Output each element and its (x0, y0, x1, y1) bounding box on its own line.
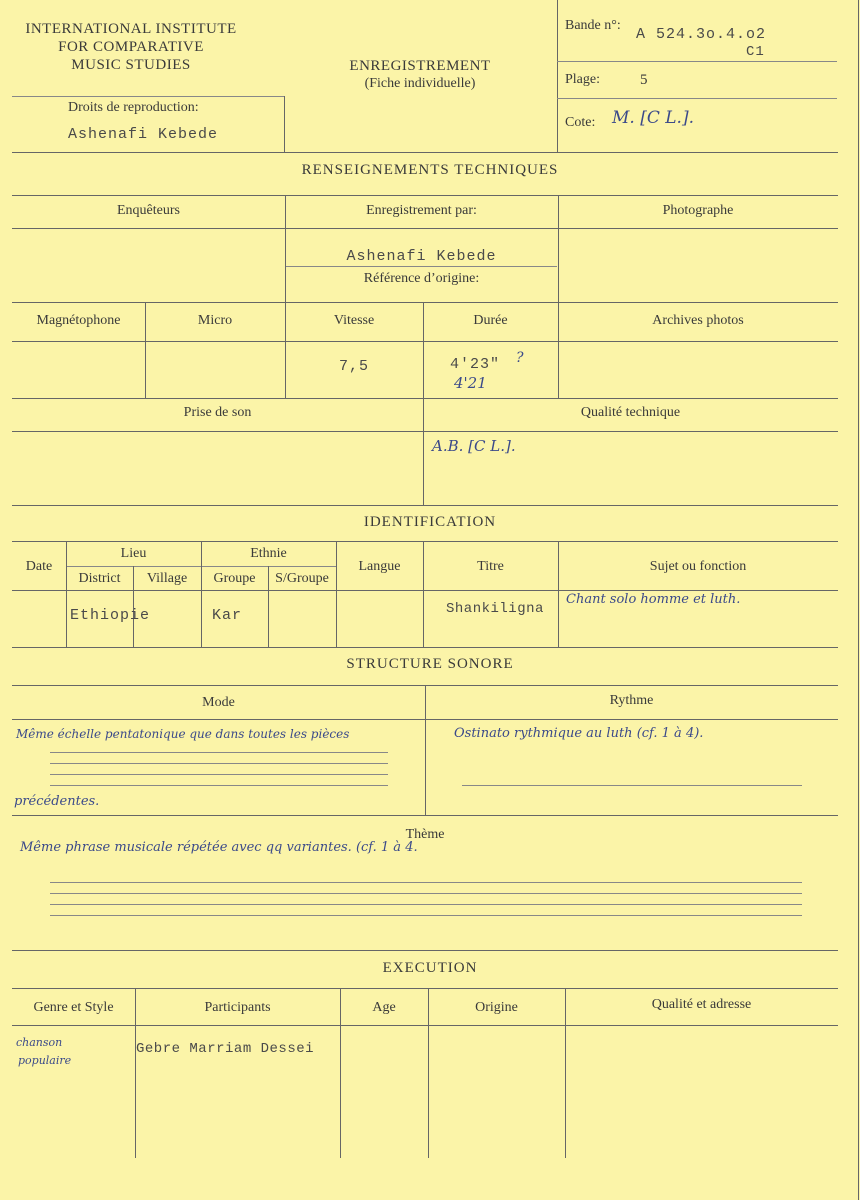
bande-sub: C1 (746, 44, 765, 60)
section-rule (12, 950, 838, 951)
header-divider (284, 96, 285, 152)
section-rule (12, 590, 838, 591)
participants-value: Gebre Marriam Dessei (136, 1041, 315, 1057)
institute-name (6, 20, 256, 74)
vitesse-label: Vitesse (333, 313, 375, 328)
institute-line: INTERNATIONAL INSTITUTE (25, 21, 237, 37)
genre-label: Genre et Style (33, 1000, 114, 1015)
groupe-value: Kar (212, 607, 243, 624)
writing-line (50, 785, 388, 786)
ethnie-label: Ethnie (250, 546, 287, 561)
section-rule (12, 431, 838, 432)
writing-line (50, 752, 388, 753)
duree-mark: ? (516, 350, 524, 366)
execution-heading: EXECUTION (382, 960, 478, 976)
institute-line: FOR COMPARATIVE (58, 39, 204, 55)
section-rule (12, 341, 838, 342)
duree-note: 4'21 (454, 374, 487, 392)
institute-line: MUSIC STUDIES (71, 57, 191, 73)
duree-value: 4'23" (450, 356, 501, 373)
langue-label: Langue (358, 559, 401, 574)
photographe-label: Photographe (662, 203, 734, 218)
techniques-heading: RENSEIGNEMENTS TECHNIQUES (301, 162, 559, 178)
date-label: Date (25, 559, 53, 574)
section-rule (12, 505, 838, 506)
mode-value-continued: précédentes. (14, 794, 100, 809)
section-rule (12, 647, 838, 648)
section-rule (12, 815, 838, 816)
section-rule (12, 398, 838, 399)
header-rule (557, 98, 837, 99)
section-rule (12, 152, 838, 153)
rythme-value: Ostinato rythmique au luth (cf. 1 à 4). (454, 726, 704, 741)
section-rule (12, 541, 838, 542)
qualite-technique-label: Qualité technique (580, 405, 681, 420)
village-label: Village (146, 571, 188, 586)
column-divider (558, 541, 559, 647)
qualite-technique-value: A.B. [C L.]. (432, 437, 516, 455)
cote-value: M. [C L.]. (612, 108, 694, 128)
rythme-label: Rythme (609, 693, 654, 708)
enregistrement-value: Ashenafi Kebede (346, 248, 497, 265)
header-rule (557, 61, 837, 62)
column-divider (336, 541, 337, 647)
section-rule (12, 228, 838, 229)
form-subtitle: (Fiche individuelle) (364, 76, 476, 91)
plage-label: Plage: (565, 72, 600, 87)
titre-value: Shankiligna (446, 601, 544, 617)
genre-value-continued: populaire (18, 1054, 72, 1067)
identification-heading: IDENTIFICATION (363, 514, 497, 530)
mode-label: Mode (202, 695, 235, 710)
plage-value: 5 (640, 72, 648, 88)
form-title: ENREGISTREMENT (349, 58, 491, 74)
lieu-label: Lieu (120, 546, 147, 561)
vitesse-value: 7,5 (338, 358, 369, 375)
writing-line (50, 904, 802, 905)
participants-label: Participants (204, 1000, 271, 1015)
section-rule (12, 302, 838, 303)
sujet-value: Chant solo homme et luth. (566, 592, 741, 607)
qualite-adresse-label: Qualité et adresse (651, 997, 752, 1012)
right-border (858, 0, 859, 1200)
bande-value: A 524.3o.4.o2 (636, 26, 767, 43)
section-rule (12, 195, 838, 196)
writing-line (462, 785, 802, 786)
header-rule (12, 96, 284, 97)
theme-value: Même phrase musicale répétée avec qq variantes. (cf. 1 à 4. (20, 840, 418, 855)
theme-label: Thème (405, 827, 445, 842)
writing-line (50, 915, 802, 916)
structure-heading: STRUCTURE SONORE (346, 656, 514, 672)
genre-value: chanson (16, 1036, 63, 1049)
row-rule (285, 266, 557, 267)
writing-line (50, 763, 388, 764)
age-label: Age (372, 1000, 396, 1015)
column-divider (423, 541, 424, 647)
archives-label: Archives photos (652, 313, 744, 328)
micro-label: Micro (197, 313, 233, 328)
origine-label: Origine (475, 1000, 518, 1015)
column-divider (423, 302, 424, 505)
header-divider (557, 0, 558, 152)
cote-label: Cote: (565, 115, 596, 130)
reference-label: Référence d’origine: (363, 271, 480, 286)
sgroupe-label: S/Groupe (275, 571, 329, 586)
titre-label: Titre (477, 559, 504, 574)
writing-line (50, 774, 388, 775)
rights-value: Ashenafi Kebede (68, 126, 219, 143)
writing-line (50, 882, 802, 883)
magnetophone-label: Magnétophone (36, 313, 121, 328)
district-value: Ethiopie (70, 607, 151, 624)
duree-label: Durée (473, 313, 508, 328)
sujet-label: Sujet ou fonction (649, 559, 747, 574)
enqueteurs-label: Enquêteurs (117, 203, 180, 218)
mode-value: Même échelle pentatonique que dans toutes les pièces (16, 727, 350, 741)
prise-label: Prise de son (183, 405, 252, 420)
writing-line (50, 893, 802, 894)
rights-label: Droits de reproduction: (68, 100, 199, 115)
column-divider (558, 195, 559, 398)
district-label: District (78, 571, 121, 586)
column-divider (565, 988, 566, 1158)
groupe-label: Groupe (213, 571, 256, 586)
bande-label: Bande n°: (565, 18, 621, 33)
enregistrement-label: Enregistrement par: (366, 203, 477, 218)
